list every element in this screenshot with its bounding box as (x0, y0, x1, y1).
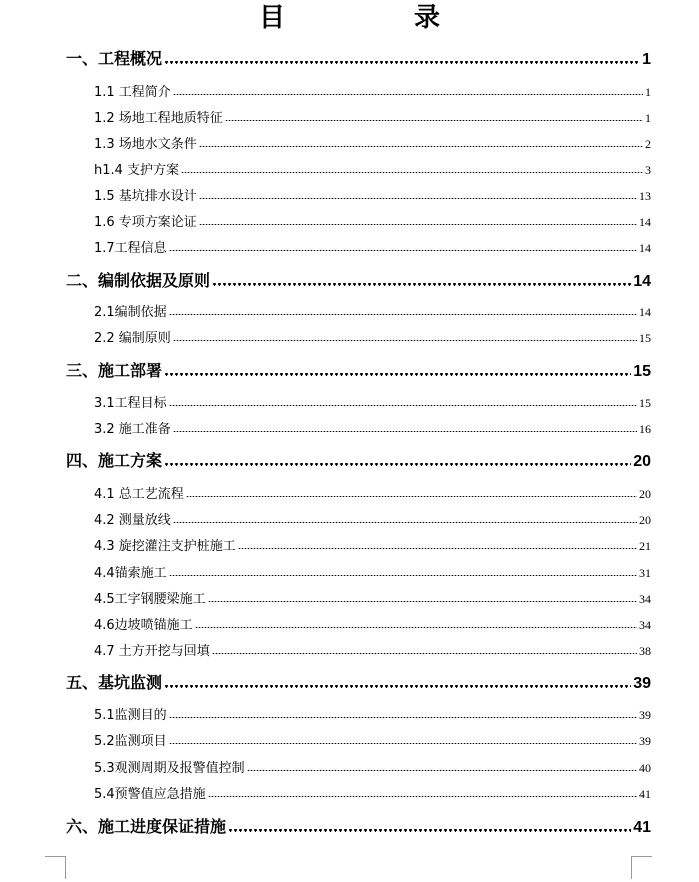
toc-dot-leader (208, 796, 637, 797)
toc-entry-title: 4.4锚索施工 (94, 566, 167, 581)
toc-dot-leader (199, 198, 637, 199)
toc-dot-leader (164, 373, 631, 376)
toc-page-number: 39 (639, 734, 651, 748)
page-corner-mark-left (45, 856, 66, 879)
toc-dot-leader (181, 172, 643, 173)
toc-page-number: 14 (633, 273, 651, 290)
toc-dot-leader (247, 770, 637, 771)
toc-entry-title: 1.6 专项方案论证 (94, 215, 197, 230)
toc-section-entry[interactable] (94, 132, 651, 152)
toc-section-entry[interactable] (94, 782, 651, 802)
toc-entry-title: h1.4 支护方案 (94, 163, 180, 178)
toc-chapter-entry[interactable] (66, 353, 651, 381)
toc-entry-title: 2.1编制依据 (94, 305, 167, 320)
toc-page-number: 20 (633, 453, 651, 470)
toc-page-number: 14 (639, 215, 651, 229)
toc-entry-title: 5.4预警值应急措施 (94, 787, 206, 802)
toc-dot-leader (199, 224, 637, 225)
toc-page-number: 39 (639, 708, 651, 722)
toc-entry-title: 5.1监测目的 (94, 708, 167, 723)
toc-page-number: 1 (645, 85, 651, 99)
toc-section-entry[interactable] (94, 729, 651, 749)
toc-section-entry[interactable] (94, 587, 651, 607)
toc-entry-title: 一、工程概况 (66, 49, 163, 68)
toc-page-number: 14 (639, 305, 651, 319)
toc-chapter-entry[interactable] (66, 665, 651, 693)
toc-page-number: 34 (639, 592, 651, 606)
toc-section-entry[interactable] (94, 756, 651, 776)
toc-page-number: 34 (639, 618, 651, 632)
toc-entry-title: 二、编制依据及原则 (66, 271, 211, 290)
toc-dot-leader (186, 496, 637, 497)
toc-dot-leader (212, 283, 631, 286)
toc-page-number: 13 (639, 189, 651, 203)
toc-entry-title: 5.3观测周期及报警值控制 (94, 761, 245, 776)
toc-section-entry[interactable] (94, 417, 651, 437)
toc-entry-title: 4.7 土方开挖与回填 (94, 644, 210, 659)
toc-dot-leader (169, 743, 637, 744)
toc-entry-title: 4.5工字钢腰梁施工 (94, 592, 206, 607)
toc-section-entry[interactable] (94, 534, 651, 554)
toc-dot-leader (169, 314, 637, 315)
toc-page-number: 21 (639, 539, 651, 553)
toc-page-number: 14 (639, 241, 651, 255)
toc-section-entry[interactable] (94, 508, 651, 528)
toc-page-number: 39 (633, 675, 651, 692)
toc-dot-leader (164, 61, 640, 64)
toc-entry-title: 2.2 编制原则 (94, 331, 171, 346)
toc-page-number: 41 (639, 787, 651, 801)
toc-dot-leader (169, 405, 637, 406)
toc-page-number: 15 (639, 331, 651, 345)
toc-chapter-entry[interactable] (66, 443, 651, 471)
toc-dot-leader (169, 717, 637, 718)
toc-entry-title: 4.1 总工艺流程 (94, 487, 184, 502)
toc-section-entry[interactable] (94, 613, 651, 633)
toc-dot-leader (173, 431, 637, 432)
toc-dot-leader (195, 627, 637, 628)
toc-entry-title: 六、施工进度保证措施 (66, 817, 227, 836)
toc-section-entry[interactable] (94, 639, 651, 659)
toc-dot-leader (164, 685, 631, 688)
toc-entry-title: 3.1工程目标 (94, 396, 167, 411)
toc-page-number: 31 (639, 566, 651, 580)
toc-page-number: 40 (639, 761, 651, 775)
toc-entry-title: 四、施工方案 (66, 451, 163, 470)
toc-dot-leader (225, 120, 643, 121)
toc-section-entry[interactable] (94, 106, 651, 126)
toc-section-entry[interactable] (94, 210, 651, 230)
toc-chapter-entry[interactable] (66, 263, 651, 291)
toc-section-entry[interactable] (94, 703, 651, 723)
toc-entry-title: 4.3 旋挖灌注支护桩施工 (94, 539, 236, 554)
toc-chapter-entry[interactable] (66, 809, 651, 837)
toc-page-number: 3 (645, 163, 651, 177)
toc-section-entry[interactable] (94, 482, 651, 502)
toc-page-number: 41 (633, 819, 651, 836)
toc-dot-leader (212, 653, 637, 654)
toc-entry-title: 3.2 施工准备 (94, 422, 171, 437)
toc-dot-leader (173, 94, 643, 95)
toc-entry-title: 5.2监测项目 (94, 734, 167, 749)
toc-page-number: 16 (639, 422, 651, 436)
toc-dot-leader (173, 340, 637, 341)
toc-entry-title: 1.5 基坑排水设计 (94, 189, 197, 204)
toc-dot-leader (164, 463, 631, 466)
toc-entry-title: 4.6边坡喷锚施工 (94, 618, 193, 633)
toc-page-number: 15 (639, 396, 651, 410)
toc-dot-leader (208, 601, 637, 602)
toc-page-number: 1 (645, 111, 651, 125)
toc-section-entry[interactable] (94, 300, 651, 320)
toc-dot-leader (228, 829, 631, 832)
toc-section-entry[interactable] (94, 158, 651, 178)
toc-dot-leader (173, 522, 637, 523)
toc-page-number: 20 (639, 487, 651, 501)
toc-chapter-entry[interactable] (66, 41, 651, 69)
toc-section-entry[interactable] (94, 326, 651, 346)
toc-section-entry[interactable] (94, 561, 651, 581)
page-title: 目 录 (258, 3, 501, 33)
toc-dot-leader (199, 146, 643, 147)
toc-page-number: 38 (639, 644, 651, 658)
toc-entry-title: 五、基坑监测 (66, 673, 163, 692)
toc-section-entry[interactable] (94, 80, 651, 100)
toc-entry-title: 4.2 测量放线 (94, 513, 171, 528)
page-corner-mark-right (631, 856, 652, 879)
toc-page-number: 20 (639, 513, 651, 527)
toc-dot-leader (238, 548, 637, 549)
toc-entry-title: 1.1 工程简介 (94, 85, 171, 100)
toc-entry-title: 1.3 场地水文条件 (94, 137, 197, 152)
toc-entry-title: 1.7工程信息 (94, 241, 167, 256)
toc-section-entry[interactable] (94, 391, 651, 411)
toc-dot-leader (169, 250, 637, 251)
toc-section-entry[interactable] (94, 236, 651, 256)
toc-page-number: 15 (633, 363, 651, 380)
toc-entry-title: 1.2 场地工程地质特征 (94, 111, 223, 126)
toc-dot-leader (169, 575, 637, 576)
toc-section-entry[interactable] (94, 184, 651, 204)
toc-page-number: 1 (642, 51, 651, 68)
toc-entry-title: 三、施工部署 (66, 361, 163, 380)
toc-page-number: 2 (645, 137, 651, 151)
